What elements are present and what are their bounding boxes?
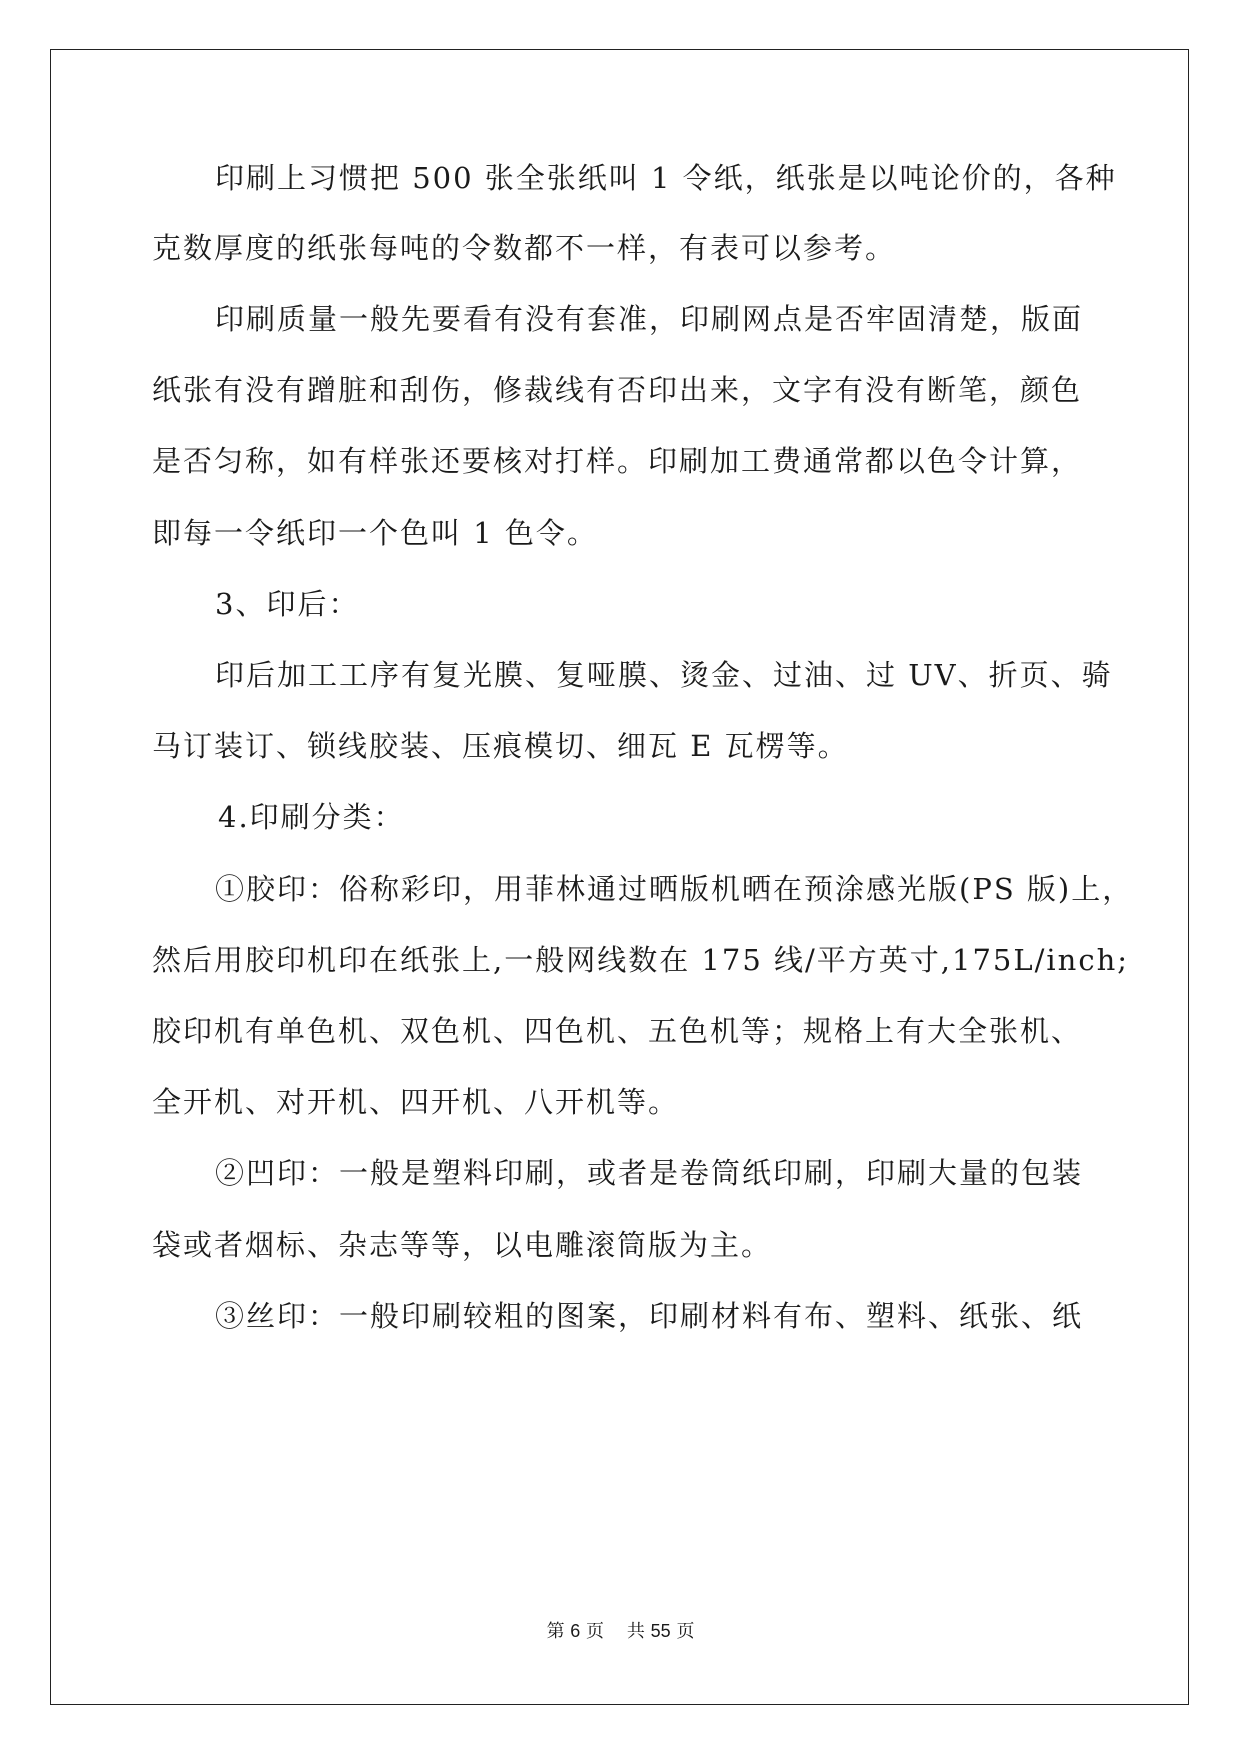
paragraph-line: 印后加工工序有复光膜、复哑膜、烫金、过油、过 UV、折页、骑 — [215, 658, 1113, 692]
total-page-number: 55 — [650, 1621, 671, 1641]
paragraph-line: 即每一令纸印一个色叫 1 色令。 — [152, 516, 598, 550]
footer-suffix: 页 — [676, 1621, 695, 1642]
paragraph-line: ①胶印：俗称彩印，用菲林通过晒版机晒在预涂感光版(PS 版)上， — [215, 872, 1134, 906]
section-heading: 3、印后： — [215, 587, 360, 621]
paragraph-line: ②凹印：一般是塑料印刷，或者是卷筒纸印刷，印刷大量的包装 — [215, 1156, 1084, 1190]
section-heading: 4.印刷分类： — [218, 800, 405, 834]
paragraph-line: 克数厚度的纸张每吨的令数都不一样，有表可以参考。 — [152, 231, 897, 265]
current-page-number: 6 — [570, 1621, 581, 1641]
paragraph-line: 全开机、对开机、四开机、八开机等。 — [152, 1085, 680, 1119]
paragraph-line: 袋或者烟标、杂志等等，以电雕滚筒版为主。 — [152, 1228, 773, 1262]
paragraph-line: 然后用胶印机印在纸张上,一般网线数在 175 线/平方英寸,175L/inch; — [152, 943, 1130, 977]
page-footer — [0, 1617, 1241, 1643]
paragraph-line: 马订装订、锁线胶装、压痕模切、细瓦 E 瓦楞等。 — [152, 729, 849, 763]
paragraph-line: 胶印机有单色机、双色机、四色机、五色机等；规格上有大全张机、 — [152, 1014, 1083, 1048]
paragraph-line: 印刷质量一般先要看有没有套准，印刷网点是否牢固清楚，版面 — [215, 302, 1084, 336]
footer-prefix: 第 — [546, 1621, 565, 1642]
footer-mid: 页 共 — [586, 1621, 645, 1642]
paragraph-line: 印刷上习惯把 500 张全张纸叫 1 令纸，纸张是以吨论价的，各种 — [215, 161, 1117, 195]
paragraph-line: 是否匀称，如有样张还要核对打样。印刷加工费通常都以色令计算， — [152, 444, 1083, 478]
paragraph-line: 纸张有没有蹭脏和刮伤，修裁线有否印出来，文字有没有断笔，颜色 — [152, 373, 1083, 407]
paragraph-line: ③丝印：一般印刷较粗的图案，印刷材料有布、塑料、纸张、纸 — [215, 1299, 1084, 1333]
